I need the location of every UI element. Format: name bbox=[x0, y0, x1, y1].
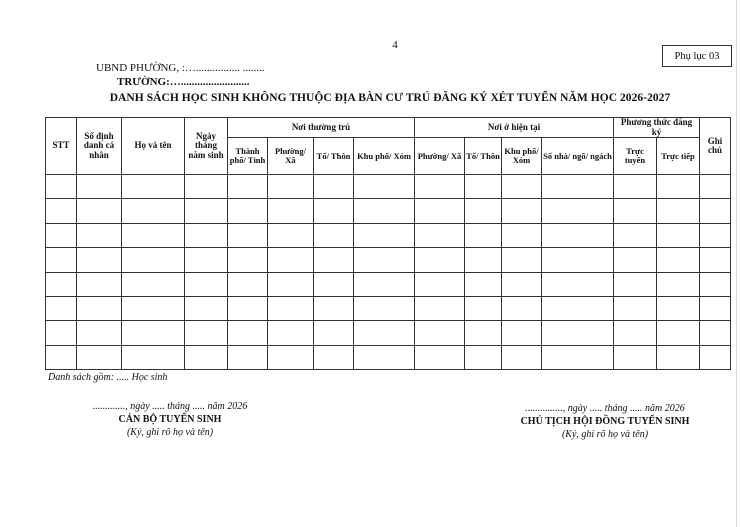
table-header-row-1 bbox=[46, 118, 731, 138]
permanent-quarter-header: Khu phố/ Xóm bbox=[354, 138, 415, 175]
table-cell[interactable] bbox=[700, 199, 731, 223]
table-cell[interactable] bbox=[185, 321, 228, 345]
signature-left-instruction: (Ký, ghi rõ họ và tên) bbox=[126, 427, 214, 438]
table-cell[interactable] bbox=[465, 296, 502, 320]
table-cell[interactable] bbox=[502, 175, 542, 199]
table-cell[interactable] bbox=[700, 223, 731, 247]
table-cell[interactable] bbox=[77, 296, 122, 320]
table-row bbox=[46, 296, 731, 320]
group-current-header: Nơi ở hiện tại bbox=[415, 118, 614, 138]
table-cell[interactable] bbox=[465, 345, 502, 369]
permanent-group-header: Tổ/ Thôn bbox=[314, 138, 354, 175]
table-cell[interactable] bbox=[502, 223, 542, 247]
table-cell[interactable] bbox=[77, 345, 122, 369]
table-cell[interactable] bbox=[657, 296, 700, 320]
table-cell[interactable] bbox=[228, 321, 268, 345]
permanent-city-header: Thành phố/ Tỉnh bbox=[228, 138, 268, 175]
registration-table bbox=[45, 117, 731, 370]
signature-left-title: CÁN BỘ TUYỂN SINH bbox=[118, 414, 222, 425]
table-cell[interactable] bbox=[268, 223, 314, 247]
table-cell[interactable] bbox=[314, 345, 354, 369]
table-row bbox=[46, 223, 731, 247]
table-row bbox=[46, 248, 731, 272]
table-cell[interactable] bbox=[228, 199, 268, 223]
table-cell[interactable] bbox=[502, 199, 542, 223]
table-cell[interactable] bbox=[614, 199, 657, 223]
table-cell[interactable] bbox=[314, 175, 354, 199]
table-cell[interactable] bbox=[228, 223, 268, 247]
table-cell[interactable] bbox=[657, 199, 700, 223]
table-cell[interactable] bbox=[657, 321, 700, 345]
signature-left-date: ............., ngày ..... tháng ..... năm 2026 bbox=[92, 401, 248, 412]
table-cell[interactable] bbox=[268, 199, 314, 223]
table-cell[interactable] bbox=[354, 296, 415, 320]
table-cell[interactable] bbox=[46, 272, 77, 296]
table-cell[interactable] bbox=[465, 248, 502, 272]
table-cell[interactable] bbox=[354, 175, 415, 199]
table-cell[interactable] bbox=[46, 345, 77, 369]
table-cell[interactable] bbox=[415, 345, 465, 369]
table-cell[interactable] bbox=[77, 321, 122, 345]
table-cell[interactable] bbox=[122, 175, 185, 199]
document-title: DANH SÁCH HỌC SINH KHÔNG THUỘC ĐỊA BÀN CƯ TRÚ ĐĂNG KÝ XÉT TUYỂN NĂM HỌC 2026-2027 bbox=[109, 92, 671, 104]
table-cell[interactable] bbox=[185, 248, 228, 272]
table-cell[interactable] bbox=[354, 321, 415, 345]
page-edge-divider bbox=[736, 0, 737, 527]
signature-right-instruction: (Ký, ghi rõ họ và tên) bbox=[561, 429, 649, 440]
appendix-label: Phụ lục 03 bbox=[662, 45, 732, 67]
table-row bbox=[46, 175, 731, 199]
table-cell[interactable] bbox=[415, 321, 465, 345]
table-cell[interactable] bbox=[228, 296, 268, 320]
table-cell[interactable] bbox=[46, 296, 77, 320]
table-cell[interactable] bbox=[415, 248, 465, 272]
table-cell[interactable] bbox=[542, 321, 614, 345]
signature-left bbox=[55, 401, 285, 438]
table-cell[interactable] bbox=[185, 296, 228, 320]
col-name-header: Họ và tên bbox=[122, 118, 185, 175]
table-cell[interactable] bbox=[46, 199, 77, 223]
table-cell[interactable] bbox=[122, 345, 185, 369]
table-cell[interactable] bbox=[46, 248, 77, 272]
table-cell[interactable] bbox=[657, 223, 700, 247]
table-cell[interactable] bbox=[614, 321, 657, 345]
col-dob-header: Ngày tháng năm sinh bbox=[185, 118, 228, 175]
table-cell[interactable] bbox=[502, 296, 542, 320]
table-cell[interactable] bbox=[185, 272, 228, 296]
table-cell[interactable] bbox=[354, 248, 415, 272]
table-cell[interactable] bbox=[46, 321, 77, 345]
table-row bbox=[46, 199, 731, 223]
table-cell[interactable] bbox=[542, 175, 614, 199]
table-cell[interactable] bbox=[415, 175, 465, 199]
group-permanent-header: Nơi thường trú bbox=[228, 118, 415, 138]
table-row bbox=[46, 345, 731, 369]
table-cell[interactable] bbox=[268, 248, 314, 272]
table-cell[interactable] bbox=[268, 272, 314, 296]
table-cell[interactable] bbox=[614, 272, 657, 296]
table-cell[interactable] bbox=[614, 223, 657, 247]
table-cell[interactable] bbox=[122, 223, 185, 247]
table-cell[interactable] bbox=[415, 223, 465, 247]
current-address-header: Số nhà/ ngõ/ ngách bbox=[542, 138, 614, 175]
current-group-header: Tổ/ Thôn bbox=[465, 138, 502, 175]
table-cell[interactable] bbox=[614, 296, 657, 320]
table-cell[interactable] bbox=[228, 248, 268, 272]
table-cell[interactable] bbox=[46, 223, 77, 247]
table-cell[interactable] bbox=[542, 296, 614, 320]
table-cell[interactable] bbox=[465, 321, 502, 345]
table-cell[interactable] bbox=[354, 199, 415, 223]
table-cell[interactable] bbox=[185, 175, 228, 199]
table-cell[interactable] bbox=[502, 272, 542, 296]
table-cell[interactable] bbox=[700, 296, 731, 320]
table-cell[interactable] bbox=[268, 321, 314, 345]
table-cell[interactable] bbox=[614, 248, 657, 272]
table-cell[interactable] bbox=[314, 272, 354, 296]
table-cell[interactable] bbox=[268, 296, 314, 320]
ward-line: UBND PHƯỜNG, :…................ ........ bbox=[96, 62, 265, 74]
table-cell[interactable] bbox=[268, 175, 314, 199]
table-cell[interactable] bbox=[700, 248, 731, 272]
school-line: TRƯỜNG:…......................... bbox=[117, 76, 250, 88]
table-cell[interactable] bbox=[314, 296, 354, 320]
table-cell[interactable] bbox=[415, 296, 465, 320]
table-cell[interactable] bbox=[185, 223, 228, 247]
table-cell[interactable] bbox=[657, 345, 700, 369]
table-cell[interactable] bbox=[465, 223, 502, 247]
table-cell[interactable] bbox=[314, 321, 354, 345]
table-cell[interactable] bbox=[77, 248, 122, 272]
table-cell[interactable] bbox=[228, 175, 268, 199]
table-cell[interactable] bbox=[314, 223, 354, 247]
table-cell[interactable] bbox=[77, 199, 122, 223]
table-cell[interactable] bbox=[122, 199, 185, 223]
list-count-note: Danh sách gồm: ..... Học sinh bbox=[48, 372, 168, 383]
table-cell[interactable] bbox=[700, 272, 731, 296]
table-cell[interactable] bbox=[314, 199, 354, 223]
table-cell[interactable] bbox=[415, 272, 465, 296]
table-cell[interactable] bbox=[354, 345, 415, 369]
table-cell[interactable] bbox=[614, 345, 657, 369]
signature-right-date: ..............., ngày ..... tháng ..... năm 2026 bbox=[525, 403, 685, 414]
table-cell[interactable] bbox=[354, 223, 415, 247]
table-cell[interactable] bbox=[542, 248, 614, 272]
table-cell[interactable] bbox=[185, 199, 228, 223]
table-row bbox=[46, 321, 731, 345]
table-cell[interactable] bbox=[465, 199, 502, 223]
table-cell[interactable] bbox=[657, 272, 700, 296]
group-method-header: Phương thức đăng ký bbox=[614, 118, 700, 138]
method-online-header: Trực tuyến bbox=[614, 138, 657, 175]
table-cell[interactable] bbox=[502, 345, 542, 369]
table-cell[interactable] bbox=[77, 272, 122, 296]
table-cell[interactable] bbox=[542, 272, 614, 296]
col-note-header: Ghi chú bbox=[700, 118, 731, 175]
page-number: 4 bbox=[392, 39, 398, 51]
table-body bbox=[46, 175, 731, 370]
col-id-header: Số định danh cá nhân bbox=[77, 118, 122, 175]
table-cell[interactable] bbox=[122, 272, 185, 296]
table-cell[interactable] bbox=[268, 345, 314, 369]
table-cell[interactable] bbox=[700, 345, 731, 369]
table-cell[interactable] bbox=[122, 321, 185, 345]
table-cell[interactable] bbox=[122, 248, 185, 272]
table-row bbox=[46, 272, 731, 296]
table-cell[interactable] bbox=[354, 272, 415, 296]
signature-right bbox=[480, 403, 730, 440]
method-direct-header: Trực tiếp bbox=[657, 138, 700, 175]
table-cell[interactable] bbox=[502, 248, 542, 272]
permanent-ward-header: Phường/ Xã bbox=[268, 138, 314, 175]
table-cell[interactable] bbox=[657, 248, 700, 272]
table-cell[interactable] bbox=[700, 321, 731, 345]
table-cell[interactable] bbox=[77, 223, 122, 247]
col-stt-header: STT bbox=[46, 118, 77, 175]
current-ward-header: Phường/ Xã bbox=[415, 138, 465, 175]
table-cell[interactable] bbox=[465, 272, 502, 296]
table-cell[interactable] bbox=[700, 175, 731, 199]
table-cell[interactable] bbox=[122, 296, 185, 320]
signature-right-title: CHỦ TỊCH HỘI ĐỒNG TUYỂN SINH bbox=[520, 416, 690, 427]
table-cell[interactable] bbox=[415, 199, 465, 223]
table-cell[interactable] bbox=[46, 175, 77, 199]
table-cell[interactable] bbox=[657, 175, 700, 199]
table-cell[interactable] bbox=[542, 223, 614, 247]
table-cell[interactable] bbox=[614, 175, 657, 199]
table-cell[interactable] bbox=[542, 199, 614, 223]
table-cell[interactable] bbox=[542, 345, 614, 369]
table-cell[interactable] bbox=[228, 272, 268, 296]
table-cell[interactable] bbox=[77, 175, 122, 199]
table-cell[interactable] bbox=[465, 175, 502, 199]
table-cell[interactable] bbox=[502, 321, 542, 345]
table-cell[interactable] bbox=[185, 345, 228, 369]
table-cell[interactable] bbox=[228, 345, 268, 369]
table-cell[interactable] bbox=[314, 248, 354, 272]
current-quarter-header: Khu phố/ Xóm bbox=[502, 138, 542, 175]
